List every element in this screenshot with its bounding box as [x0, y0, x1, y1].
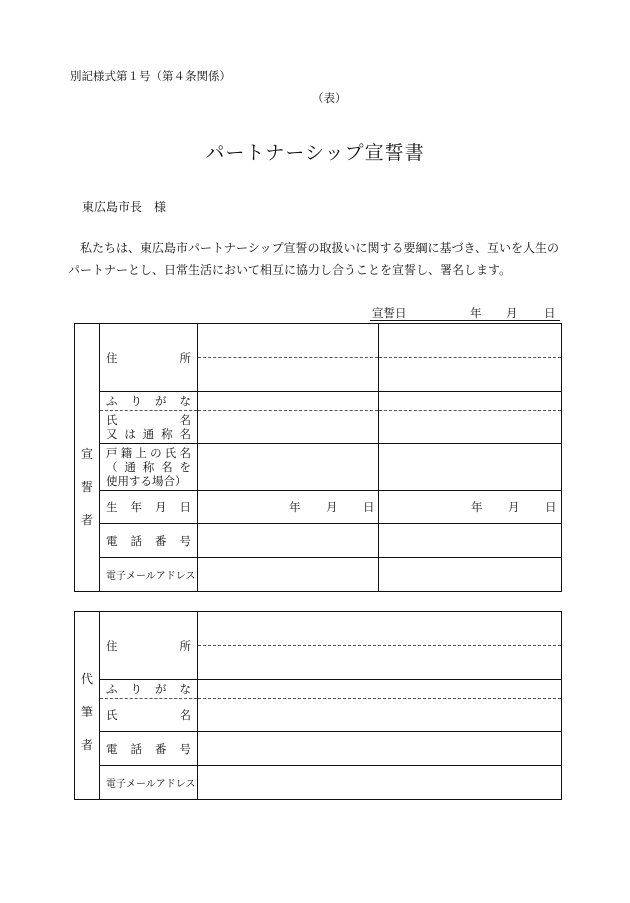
declaration-text: 私たちは、東広島市パートナーシップ宣誓の取扱いに関する要綱に基づき、互いを人生のパートナーとし、日常生活において相互に協力し合うことを宣誓し、署名します。 — [68, 241, 560, 277]
proxy-address-field-a[interactable] — [198, 612, 562, 646]
email-field-2[interactable] — [379, 558, 562, 592]
addressee: 東広島市長 様 — [82, 200, 167, 214]
proxy-phone-label: 電 話 番 号 — [100, 732, 198, 766]
proxy-name-label: 氏 名 — [100, 699, 198, 732]
birthdate-label: 生 年 月 日 — [100, 491, 198, 524]
date-month-label: 月 — [506, 306, 518, 320]
form-reference: 別記様式第１号（第４条関係） — [70, 69, 231, 83]
declarants-section-label: 宣 誓 者 — [75, 324, 100, 592]
birthdate-field-1[interactable]: 年 月 日 — [198, 491, 379, 524]
name-field-2[interactable] — [379, 411, 562, 444]
declaration-date-field[interactable] — [370, 305, 560, 321]
furigana-label: ふ り が な — [100, 392, 198, 411]
proxy-email-label: 電子メールアドレス — [100, 766, 198, 800]
proxy-furigana-field[interactable] — [198, 680, 562, 699]
family-register-name-field-1[interactable] — [198, 444, 379, 491]
address-field-2b[interactable] — [379, 358, 562, 392]
date-year-label: 年 — [470, 306, 482, 320]
proxy-email-field[interactable] — [198, 766, 562, 800]
email-field-1[interactable] — [198, 558, 379, 592]
side-label: （表） — [312, 91, 347, 105]
address-field-1a[interactable] — [198, 324, 379, 358]
family-register-name-field-2[interactable] — [379, 444, 562, 491]
date-day-label: 日 — [544, 306, 556, 320]
furigana-field-1[interactable] — [198, 392, 379, 411]
page-title: パートナーシップ宣誓書 — [205, 142, 425, 164]
phone-field-2[interactable] — [379, 524, 562, 558]
proxy-phone-field[interactable] — [198, 732, 562, 766]
proxy-table — [74, 611, 562, 800]
date-label: 宣誓日 — [372, 306, 407, 320]
address-field-1b[interactable] — [198, 358, 379, 392]
proxy-section-label: 代 筆 者 — [75, 612, 100, 800]
name-label: 氏 名 又 は 通 称 名 — [100, 411, 198, 444]
furigana-field-2[interactable] — [379, 392, 562, 411]
phone-field-1[interactable] — [198, 524, 379, 558]
address-label: 住 所 — [100, 324, 198, 392]
proxy-address-label: 住 所 — [100, 612, 198, 680]
phone-label: 電 話 番 号 — [100, 524, 198, 558]
email-label: 電子メールアドレス — [100, 558, 198, 592]
proxy-name-field[interactable] — [198, 699, 562, 732]
proxy-furigana-label: ふ り が な — [100, 680, 198, 699]
birthdate-field-2[interactable]: 年 月 日 — [379, 491, 562, 524]
declarants-table — [74, 323, 562, 592]
proxy-address-field-b[interactable] — [198, 646, 562, 680]
address-field-2a[interactable] — [379, 324, 562, 358]
family-register-name-label: 戸 籍 上 の 氏 名 （ 通 称 名 を 使用する場合） — [100, 444, 198, 491]
name-field-1[interactable] — [198, 411, 379, 444]
